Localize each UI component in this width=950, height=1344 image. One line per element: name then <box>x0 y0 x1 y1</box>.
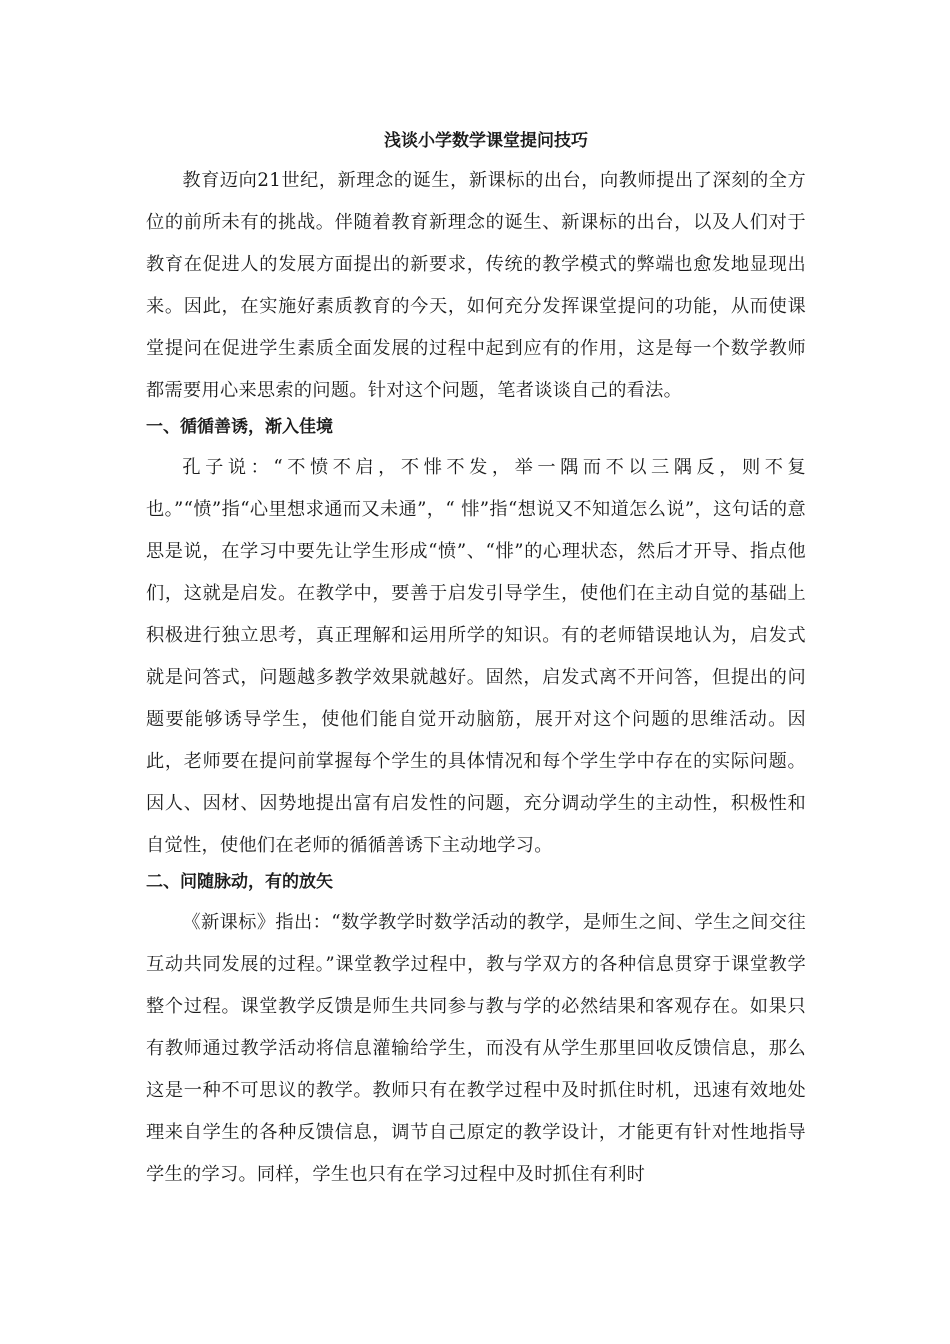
section-2-heading: 二、问随脉动，有的放矢 <box>146 871 333 892</box>
section-2-paragraph: 《新课标》指出：“数学教学时数学活动的教学，是师生之间、学生之间交往互动共同发展的过程。”课堂教学过程中，教与学双方的各种信息贯穿于课堂教学整个过程。课堂教学反馈是师生共同参与教与学的必然结果和客观存在。如果只有教师通过教学活动将信息灌输给学生，而没有从学生那里回收反馈信息，那么这是一种不可思议的教学。教师只有在教学过程中及时抓住时机，迅速有效地处理来自学生的各种反馈信息，调节自己原定的教学设计，才能更有针对性地指导学生的学习。同样，学生也只有在学习过程中及时抓住有利时 <box>146 911 806 1186</box>
section-1-heading: 一、循循善诱，渐入佳境 <box>146 416 333 437</box>
intro-paragraph: 教育迈向21世纪，新理念的诞生，新课标的出台，向教师提出了深刻的全方位的前所未有的挑战。伴随着教育新理念的诞生、新课标的出台，以及人们对于教育在促进人的发展方面提出的新要求，传统的教学模式的弊端也愈发地显现出来。因此，在实施好素质教育的今天，如何充分发挥课堂提问的功能，从而使课堂提问在促进学生素质全面发展的过程中起到应有的作用，这是每一个数学教师都需要用心来思索的问题。针对这个问题，笔者谈谈自己的看法。 <box>146 170 806 402</box>
document-title: 浅谈小学数学课堂提问技巧 <box>384 131 588 151</box>
document-page <box>146 126 806 1196</box>
section-1-paragraph: 孔子说：“不愤不启，不悱不发，举一隅而不以三隅反，则不复也。”“愤”指“心里想求通而又未通”，“ 悱”指“想说又不知道怎么说”，这句话的意思是说，在学习中要先让学生形成“愤”、“悱”的心理状态，然后才开导、指点他们，这就是启发。在教学中，要善于启发引导学生，使他们在主动自觉的基础上积极进行独立思考，真正理解和运用所学的知识。有的老师错误地认为，启发式就是问答式，问题越多教学效果就越好。固然，启发式离不开问答，但提出的问题要能够诱导学生，使他们能自觉开动脑筋，展开对这个问题的思维活动。因此，老师要在提问前掌握每个学生的具体情况和每个学生学中存在的实际问题。因人、因材、因势地提出富有启发性的问题，充分调动学生的主动性，积极性和自觉性，使他们在老师的循循善诱下主动地学习。 <box>146 456 806 857</box>
